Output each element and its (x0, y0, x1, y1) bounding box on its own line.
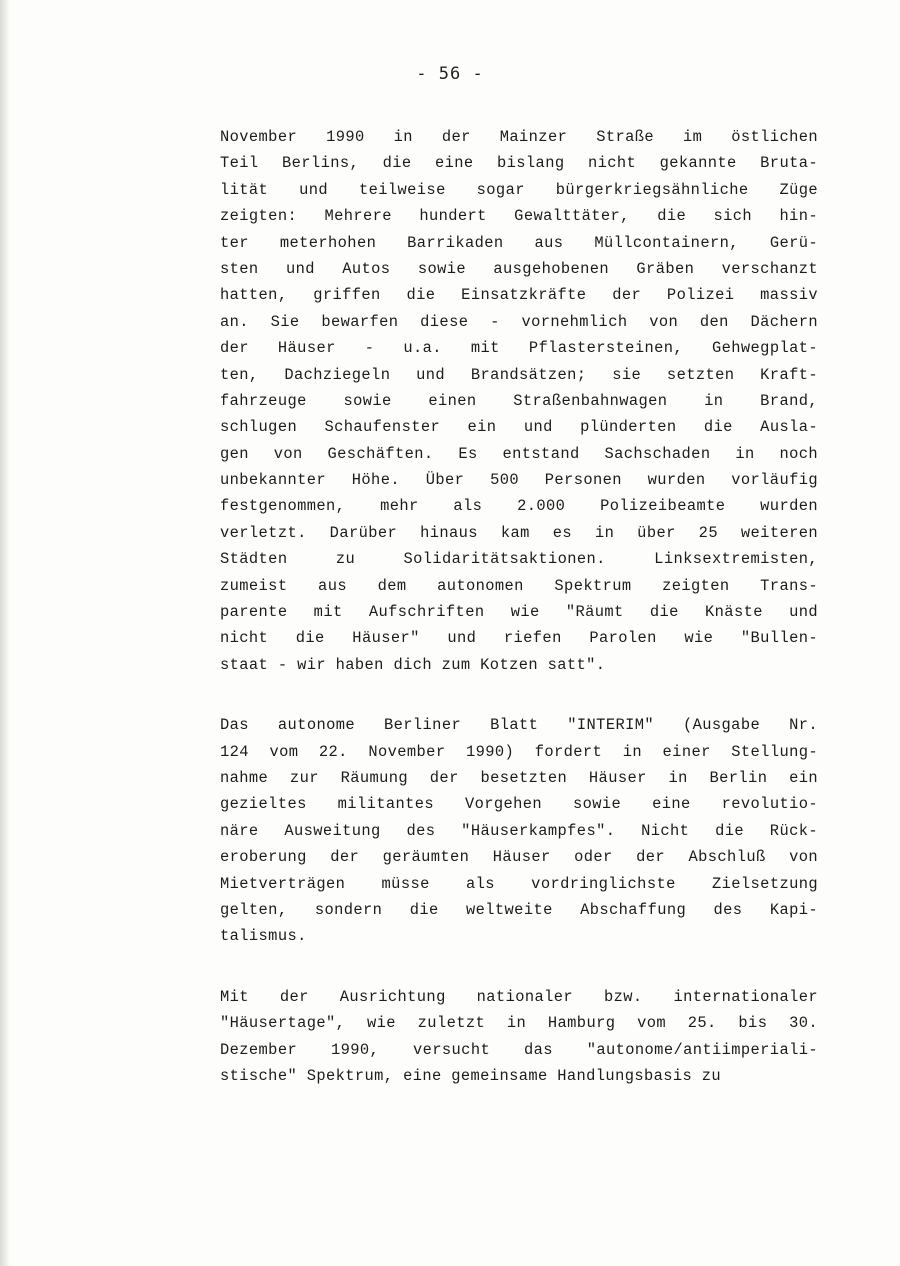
text-line: der Häuser - u.a. mit Pflastersteinen, Gehwegplat- (220, 339, 818, 358)
text-line: gelten, sondern die weltweite Abschaffung des Kapi- (220, 900, 818, 919)
text-line: talismus. (220, 927, 307, 946)
text-line: an. Sie bewarfen diese - vornehmlich von den Dächern (220, 312, 818, 331)
text-line: näre Ausweitung des "Häuserkampfes". Nicht die Rück- (220, 821, 818, 840)
text-line: Mietverträgen müsse als vordringlichste Zielsetzung (220, 874, 818, 893)
text-line: stische" Spektrum, eine gemeinsame Handlungsbasis zu (220, 1066, 722, 1085)
text-line: zeigten: Mehrere hundert Gewalttäter, die sich hin- (220, 207, 818, 226)
text-line: fahrzeuge sowie einen Straßenbahnwagen in Brand, (220, 391, 818, 410)
paragraph-1 (220, 124, 818, 678)
text-line: festgenommen, mehr als 2.000 Polizeibeamte wurden (220, 497, 818, 516)
text-line: "Häusertage", wie zuletzt in Hamburg vom 25. bis 30. (220, 1014, 818, 1033)
text-line: eroberung der geräumten Häuser oder der Abschluß von (220, 848, 818, 867)
text-line: staat - wir haben dich zum Kotzen satt". (220, 655, 606, 674)
text-line: nahme zur Räumung der besetzten Häuser in Berlin ein (220, 768, 818, 787)
text-line: verletzt. Darüber hinaus kam es in über 25 weiteren (220, 523, 818, 542)
text-line: parente mit Aufschriften wie "Räumt die Knäste und (220, 603, 818, 622)
text-line: unbekannter Höhe. Über 500 Personen wurden vorläufig (220, 471, 818, 490)
text-line: zumeist aus dem autonomen Spektrum zeigten Trans- (220, 576, 818, 595)
paragraph-3 (220, 984, 818, 1090)
text-line: Das autonome Berliner Blatt "INTERIM" (Ausgabe Nr. (220, 716, 818, 735)
text-line: Städten zu Solidaritätsaktionen. Linksextremisten, (220, 550, 818, 569)
text-line: lität und teilweise sogar bürgerkriegsähnliche Züge (220, 180, 818, 199)
text-line: November 1990 in der Mainzer Straße im östlichen (220, 128, 818, 146)
body-text (220, 124, 818, 1123)
text-line: sten und Autos sowie ausgehobenen Gräben verschanzt (220, 259, 818, 278)
text-line: 124 vom 22. November 1990) fordert in einer Stellung- (220, 742, 818, 761)
text-line: ter meterhohen Barrikaden aus Müllcontainern, Gerü- (220, 233, 818, 252)
text-line: gezieltes militantes Vorgehen sowie eine revolutio- (220, 795, 818, 814)
text-line: ten, Dachziegeln und Brandsätzen; sie setzten Kraft- (220, 365, 818, 384)
text-line: nicht die Häuser" und riefen Parolen wie "Bullen- (220, 629, 818, 648)
text-line: Teil Berlins, die eine bislang nicht gekannte Bruta- (220, 154, 818, 173)
page-number: - 56 - (416, 64, 484, 84)
scan-edge-shadow (0, 0, 10, 1266)
paragraph-2 (220, 712, 818, 950)
text-line: Mit der Ausrichtung nationaler bzw. internationaler (220, 987, 818, 1006)
text-line: Dezember 1990, versucht das "autonome/antiimperiali- (220, 1040, 818, 1059)
text-line: gen von Geschäften. Es entstand Sachschaden in noch (220, 444, 818, 463)
text-line: schlugen Schaufenster ein und plünderten die Ausla- (220, 418, 818, 437)
text-line: hatten, griffen die Einsatzkräfte der Polizei massiv (220, 286, 818, 305)
